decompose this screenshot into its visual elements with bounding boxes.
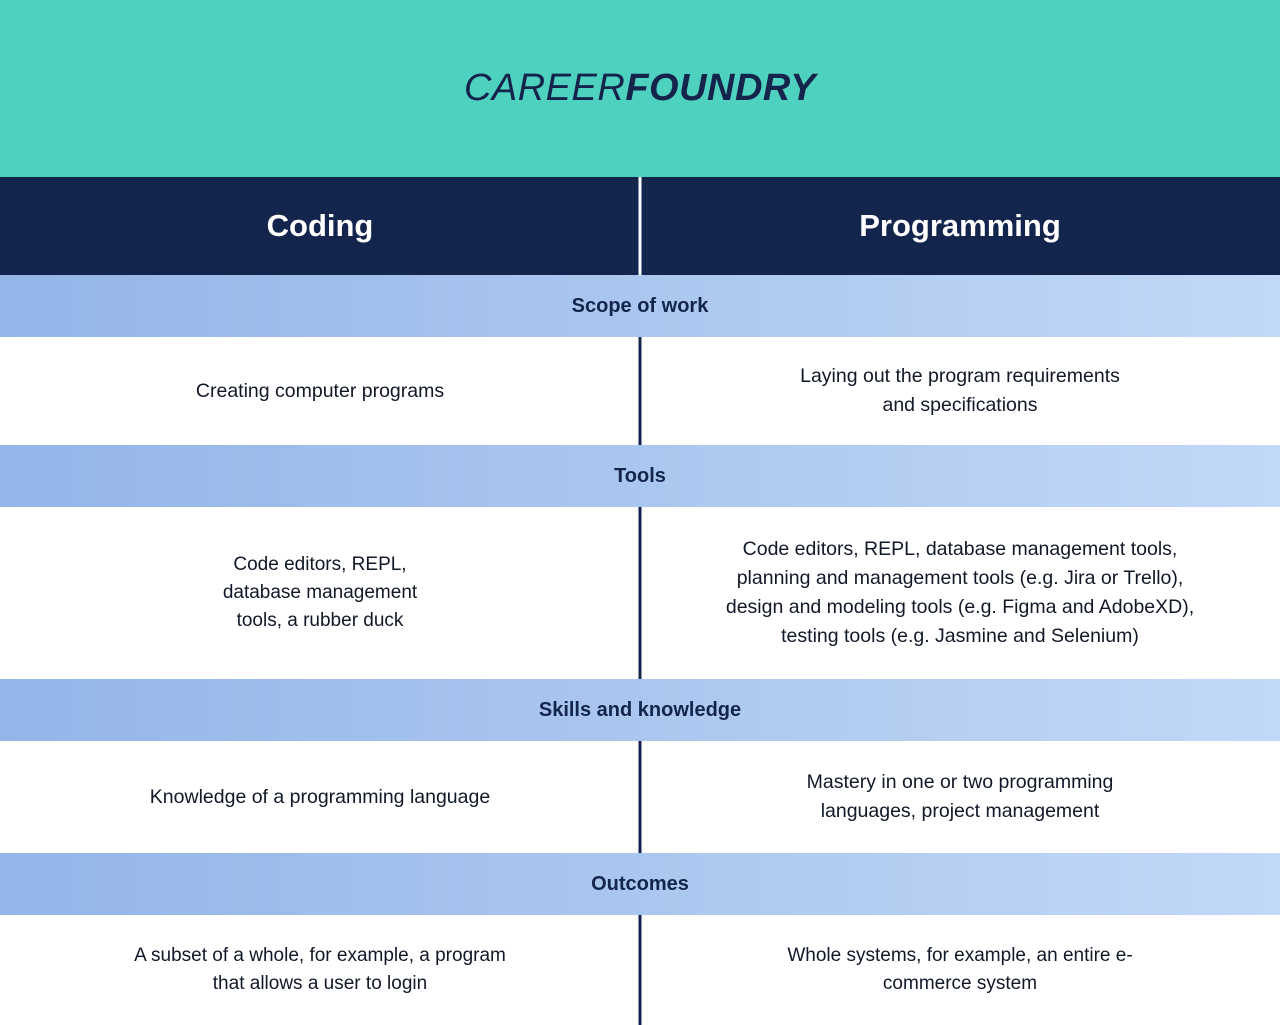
column-header-programming: Programming (859, 208, 1061, 243)
cell-coding-tools: Code editors, REPL, database management tools, a rubber duck (222, 553, 418, 632)
section-title-outcomes: Outcomes (0, 853, 1280, 915)
cell-programming-outcomes: Whole systems, for example, an entire e- commerce system (787, 944, 1133, 994)
logo-text-bold: FOUNDRY (625, 67, 817, 109)
row-column-divider (639, 741, 642, 853)
section-title-skills-and-knowledge: Skills and knowledge (0, 679, 1280, 741)
table-row-skills-and-knowledge (0, 741, 1280, 853)
cell-programming-skills-and-knowledge: Mastery in one or two programming languages, project management (806, 771, 1114, 822)
cell-coding-outcomes: A subset of a whole, for example, a program that allows a user to login (134, 944, 506, 994)
table-row-outcomes (0, 915, 1280, 1025)
row-column-divider (639, 337, 642, 445)
table-row-tools (0, 507, 1280, 679)
cell-programming-scope-of-work: Laying out the program requirements and specifications (800, 365, 1120, 416)
column-header-row (0, 177, 1280, 275)
cell-programming-tools: Code editors, REPL, database management tools, planning and management tools (e.g. Jira or Trello), design and modeling tools (e.g. Figma and AdobeXD), testing tools (e.g. Jasmine and Selenium) (725, 537, 1195, 648)
careerfoundry-logo (464, 67, 816, 110)
logo-text-thin: CAREER (463, 67, 626, 109)
section-title-scope-of-work: Scope of work (0, 275, 1280, 337)
header-column-divider (639, 177, 642, 275)
section-title-tools: Tools (0, 445, 1280, 507)
row-column-divider (639, 507, 642, 679)
brand-header (0, 0, 1280, 177)
table-row-scope-of-work (0, 337, 1280, 445)
column-header-coding: Coding (266, 208, 374, 243)
cell-coding-skills-and-knowledge: Knowledge of a programming language (149, 785, 491, 808)
row-column-divider (639, 915, 642, 1025)
cell-coding-scope-of-work: Creating computer programs (195, 379, 445, 402)
